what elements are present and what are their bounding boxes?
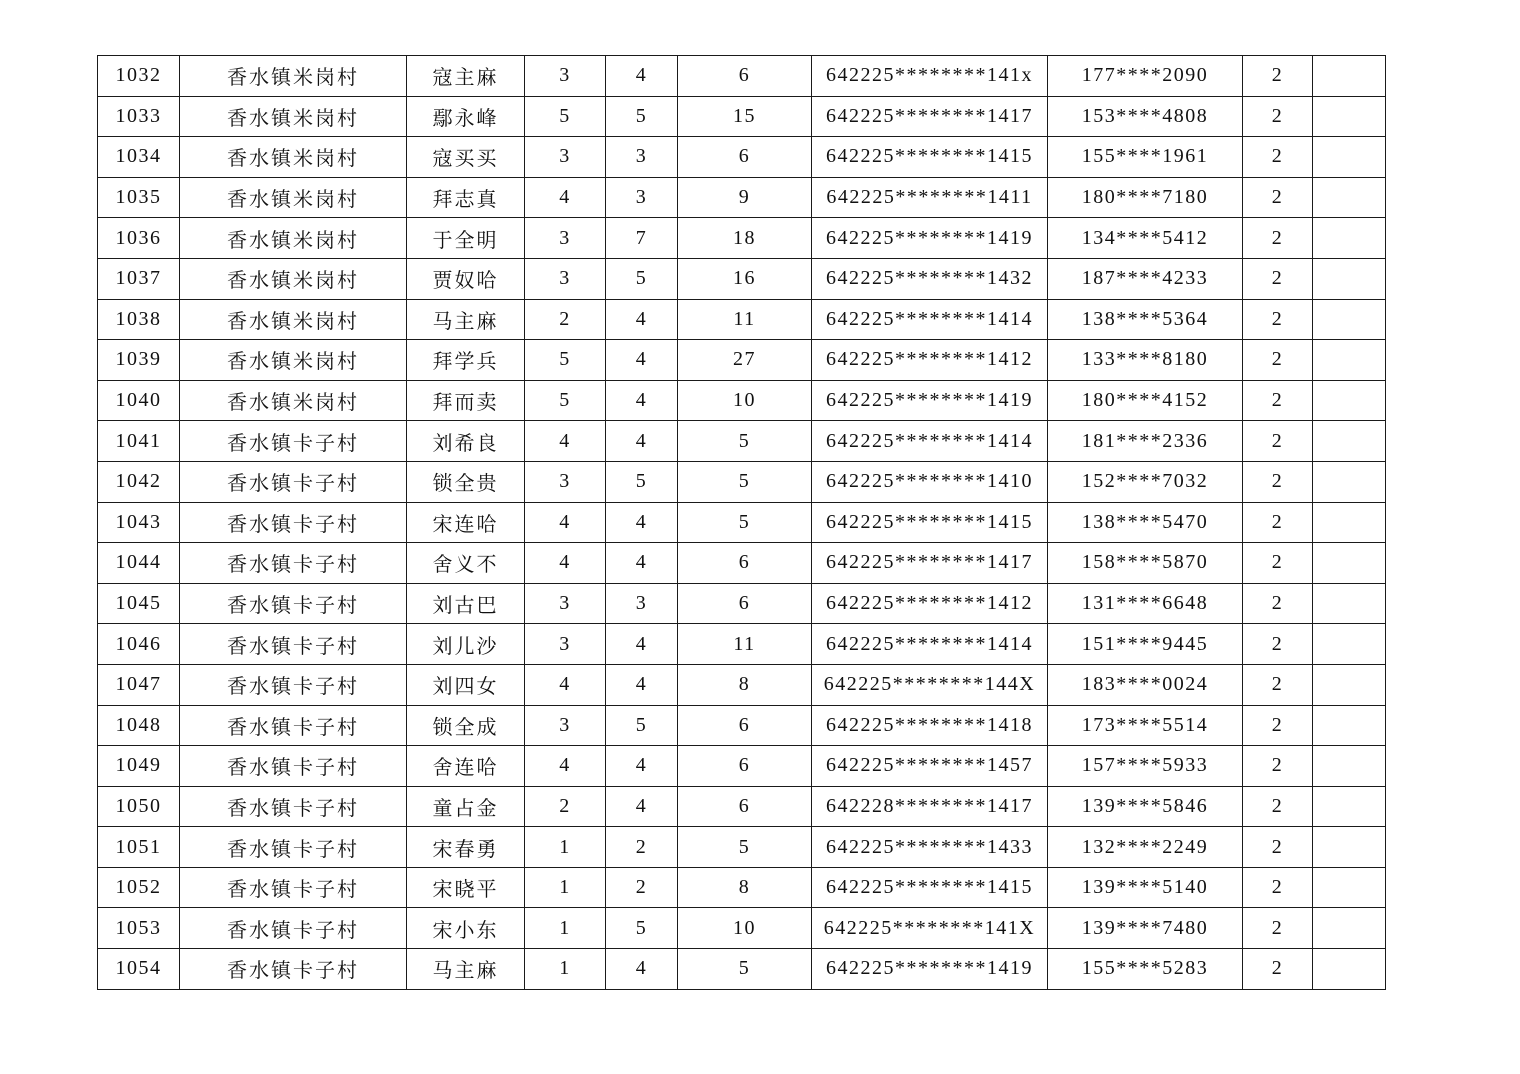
village-cell: 香水镇卡子村 [180, 461, 407, 502]
village-cell: 香水镇米岗村 [180, 177, 407, 218]
village-cell: 香水镇卡子村 [180, 705, 407, 746]
remark-cell [1313, 421, 1386, 462]
count-c-cell: 6 [678, 543, 812, 584]
category-cell: 2 [1243, 461, 1313, 502]
category-cell: 2 [1243, 786, 1313, 827]
name-cell: 童占金 [407, 786, 525, 827]
row-number-cell: 1032 [98, 56, 180, 97]
table-row [98, 543, 1386, 584]
row-number-cell: 1038 [98, 299, 180, 340]
name-cell: 马主麻 [407, 299, 525, 340]
village-cell: 香水镇米岗村 [180, 340, 407, 381]
count-a-cell: 3 [525, 583, 606, 624]
id-number-cell: 642225********141X [812, 908, 1048, 949]
category-cell: 2 [1243, 949, 1313, 990]
phone-cell: 139****5846 [1048, 786, 1243, 827]
count-a-cell: 5 [525, 96, 606, 137]
remark-cell [1313, 137, 1386, 178]
id-number-cell: 642225********1419 [812, 218, 1048, 259]
count-a-cell: 4 [525, 177, 606, 218]
table-row [98, 340, 1386, 381]
remark-cell [1313, 827, 1386, 868]
id-number-cell: 642225********1417 [812, 96, 1048, 137]
category-cell: 2 [1243, 380, 1313, 421]
table-row [98, 949, 1386, 990]
count-c-cell: 6 [678, 705, 812, 746]
phone-cell: 173****5514 [1048, 705, 1243, 746]
count-b-cell: 4 [606, 380, 678, 421]
count-b-cell: 4 [606, 299, 678, 340]
category-cell: 2 [1243, 664, 1313, 705]
count-a-cell: 5 [525, 380, 606, 421]
category-cell: 2 [1243, 96, 1313, 137]
remark-cell [1313, 96, 1386, 137]
table-row [98, 218, 1386, 259]
count-c-cell: 15 [678, 96, 812, 137]
category-cell: 2 [1243, 867, 1313, 908]
table-row [98, 786, 1386, 827]
count-b-cell: 3 [606, 177, 678, 218]
table-row [98, 583, 1386, 624]
row-number-cell: 1049 [98, 746, 180, 787]
row-number-cell: 1053 [98, 908, 180, 949]
row-number-cell: 1054 [98, 949, 180, 990]
phone-cell: 180****4152 [1048, 380, 1243, 421]
id-number-cell: 642225********1418 [812, 705, 1048, 746]
name-cell: 刘希良 [407, 421, 525, 462]
count-c-cell: 5 [678, 949, 812, 990]
count-a-cell: 3 [525, 56, 606, 97]
count-b-cell: 5 [606, 461, 678, 502]
id-number-cell: 642225********1411 [812, 177, 1048, 218]
category-cell: 2 [1243, 827, 1313, 868]
name-cell: 寇主麻 [407, 56, 525, 97]
count-c-cell: 10 [678, 380, 812, 421]
village-cell: 香水镇卡子村 [180, 543, 407, 584]
count-c-cell: 18 [678, 218, 812, 259]
table-row [98, 96, 1386, 137]
count-b-cell: 4 [606, 786, 678, 827]
name-cell: 宋春勇 [407, 827, 525, 868]
id-number-cell: 642225********1414 [812, 299, 1048, 340]
table-row [98, 137, 1386, 178]
count-b-cell: 4 [606, 421, 678, 462]
name-cell: 刘四女 [407, 664, 525, 705]
remark-cell [1313, 908, 1386, 949]
remark-cell [1313, 867, 1386, 908]
id-number-cell: 642225********1412 [812, 340, 1048, 381]
row-number-cell: 1046 [98, 624, 180, 665]
name-cell: 锁全贵 [407, 461, 525, 502]
phone-cell: 158****5870 [1048, 543, 1243, 584]
count-b-cell: 4 [606, 746, 678, 787]
table-row [98, 421, 1386, 462]
category-cell: 2 [1243, 908, 1313, 949]
count-a-cell: 1 [525, 867, 606, 908]
village-cell: 香水镇米岗村 [180, 137, 407, 178]
remark-cell [1313, 299, 1386, 340]
remark-cell [1313, 461, 1386, 502]
village-cell: 香水镇卡子村 [180, 786, 407, 827]
row-number-cell: 1037 [98, 258, 180, 299]
count-a-cell: 3 [525, 137, 606, 178]
category-cell: 2 [1243, 56, 1313, 97]
id-number-cell: 642225********1419 [812, 949, 1048, 990]
count-c-cell: 8 [678, 867, 812, 908]
count-b-cell: 2 [606, 827, 678, 868]
count-a-cell: 2 [525, 786, 606, 827]
count-c-cell: 6 [678, 56, 812, 97]
table-row [98, 867, 1386, 908]
category-cell: 2 [1243, 624, 1313, 665]
row-number-cell: 1036 [98, 218, 180, 259]
remark-cell [1313, 786, 1386, 827]
remark-cell [1313, 218, 1386, 259]
name-cell: 马主麻 [407, 949, 525, 990]
phone-cell: 177****2090 [1048, 56, 1243, 97]
row-number-cell: 1045 [98, 583, 180, 624]
count-b-cell: 4 [606, 664, 678, 705]
remark-cell [1313, 543, 1386, 584]
name-cell: 舍连哈 [407, 746, 525, 787]
table-row [98, 502, 1386, 543]
category-cell: 2 [1243, 137, 1313, 178]
category-cell: 2 [1243, 258, 1313, 299]
table-row [98, 380, 1386, 421]
id-number-cell: 642225********1415 [812, 137, 1048, 178]
category-cell: 2 [1243, 543, 1313, 584]
name-cell: 贾奴哈 [407, 258, 525, 299]
phone-cell: 138****5470 [1048, 502, 1243, 543]
phone-cell: 152****7032 [1048, 461, 1243, 502]
remark-cell [1313, 56, 1386, 97]
row-number-cell: 1035 [98, 177, 180, 218]
count-c-cell: 27 [678, 340, 812, 381]
count-c-cell: 6 [678, 786, 812, 827]
id-number-cell: 642225********1414 [812, 624, 1048, 665]
village-cell: 香水镇米岗村 [180, 299, 407, 340]
count-a-cell: 3 [525, 218, 606, 259]
row-number-cell: 1043 [98, 502, 180, 543]
category-cell: 2 [1243, 421, 1313, 462]
count-c-cell: 5 [678, 502, 812, 543]
count-a-cell: 1 [525, 908, 606, 949]
name-cell: 刘儿沙 [407, 624, 525, 665]
category-cell: 2 [1243, 218, 1313, 259]
name-cell: 锁全成 [407, 705, 525, 746]
count-b-cell: 5 [606, 258, 678, 299]
name-cell: 舍义不 [407, 543, 525, 584]
table-row [98, 56, 1386, 97]
count-c-cell: 9 [678, 177, 812, 218]
table-row [98, 299, 1386, 340]
phone-cell: 133****8180 [1048, 340, 1243, 381]
village-cell: 香水镇米岗村 [180, 218, 407, 259]
phone-cell: 155****5283 [1048, 949, 1243, 990]
name-cell: 鄢永峰 [407, 96, 525, 137]
row-number-cell: 1042 [98, 461, 180, 502]
row-number-cell: 1033 [98, 96, 180, 137]
row-number-cell: 1048 [98, 705, 180, 746]
remark-cell [1313, 258, 1386, 299]
count-a-cell: 1 [525, 827, 606, 868]
remark-cell [1313, 746, 1386, 787]
count-c-cell: 16 [678, 258, 812, 299]
row-number-cell: 1039 [98, 340, 180, 381]
village-cell: 香水镇米岗村 [180, 56, 407, 97]
count-b-cell: 2 [606, 867, 678, 908]
phone-cell: 183****0024 [1048, 664, 1243, 705]
village-cell: 香水镇卡子村 [180, 949, 407, 990]
id-number-cell: 642228********1417 [812, 786, 1048, 827]
village-cell: 香水镇卡子村 [180, 583, 407, 624]
table-row [98, 664, 1386, 705]
phone-cell: 153****4808 [1048, 96, 1243, 137]
id-number-cell: 642225********141x [812, 56, 1048, 97]
count-a-cell: 1 [525, 949, 606, 990]
count-b-cell: 3 [606, 137, 678, 178]
row-number-cell: 1052 [98, 867, 180, 908]
row-number-cell: 1044 [98, 543, 180, 584]
row-number-cell: 1050 [98, 786, 180, 827]
count-b-cell: 4 [606, 624, 678, 665]
village-cell: 香水镇卡子村 [180, 664, 407, 705]
remark-cell [1313, 340, 1386, 381]
category-cell: 2 [1243, 705, 1313, 746]
remark-cell [1313, 664, 1386, 705]
id-number-cell: 642225********1412 [812, 583, 1048, 624]
name-cell: 宋晓平 [407, 867, 525, 908]
count-a-cell: 2 [525, 299, 606, 340]
name-cell: 刘古巴 [407, 583, 525, 624]
name-cell: 拜学兵 [407, 340, 525, 381]
phone-cell: 131****6648 [1048, 583, 1243, 624]
village-cell: 香水镇卡子村 [180, 746, 407, 787]
phone-cell: 187****4233 [1048, 258, 1243, 299]
remark-cell [1313, 705, 1386, 746]
roster-table [97, 55, 1386, 990]
table-row [98, 908, 1386, 949]
count-c-cell: 6 [678, 137, 812, 178]
count-a-cell: 3 [525, 705, 606, 746]
table-row [98, 624, 1386, 665]
count-b-cell: 4 [606, 543, 678, 584]
village-cell: 香水镇卡子村 [180, 421, 407, 462]
id-number-cell: 642225********1410 [812, 461, 1048, 502]
count-a-cell: 3 [525, 461, 606, 502]
category-cell: 2 [1243, 340, 1313, 381]
category-cell: 2 [1243, 502, 1313, 543]
id-number-cell: 642225********1414 [812, 421, 1048, 462]
count-b-cell: 4 [606, 56, 678, 97]
name-cell: 于全明 [407, 218, 525, 259]
count-a-cell: 4 [525, 543, 606, 584]
count-c-cell: 10 [678, 908, 812, 949]
remark-cell [1313, 502, 1386, 543]
count-a-cell: 5 [525, 340, 606, 381]
remark-cell [1313, 177, 1386, 218]
remark-cell [1313, 583, 1386, 624]
category-cell: 2 [1243, 177, 1313, 218]
table-row [98, 258, 1386, 299]
count-c-cell: 5 [678, 421, 812, 462]
id-number-cell: 642225********1457 [812, 746, 1048, 787]
count-b-cell: 5 [606, 908, 678, 949]
name-cell: 宋连哈 [407, 502, 525, 543]
count-a-cell: 3 [525, 258, 606, 299]
id-number-cell: 642225********1415 [812, 867, 1048, 908]
id-number-cell: 642225********1433 [812, 827, 1048, 868]
village-cell: 香水镇卡子村 [180, 867, 407, 908]
remark-cell [1313, 380, 1386, 421]
count-b-cell: 3 [606, 583, 678, 624]
count-c-cell: 11 [678, 624, 812, 665]
id-number-cell: 642225********144X [812, 664, 1048, 705]
table-body [98, 56, 1386, 990]
village-cell: 香水镇米岗村 [180, 380, 407, 421]
count-c-cell: 6 [678, 583, 812, 624]
count-b-cell: 5 [606, 96, 678, 137]
count-c-cell: 5 [678, 827, 812, 868]
row-number-cell: 1047 [98, 664, 180, 705]
remark-cell [1313, 949, 1386, 990]
count-b-cell: 7 [606, 218, 678, 259]
category-cell: 2 [1243, 746, 1313, 787]
phone-cell: 139****5140 [1048, 867, 1243, 908]
table-row [98, 746, 1386, 787]
count-b-cell: 4 [606, 502, 678, 543]
table-row [98, 177, 1386, 218]
id-number-cell: 642225********1417 [812, 543, 1048, 584]
name-cell: 宋小东 [407, 908, 525, 949]
count-a-cell: 4 [525, 421, 606, 462]
phone-cell: 138****5364 [1048, 299, 1243, 340]
village-cell: 香水镇卡子村 [180, 624, 407, 665]
phone-cell: 181****2336 [1048, 421, 1243, 462]
count-b-cell: 4 [606, 949, 678, 990]
village-cell: 香水镇米岗村 [180, 96, 407, 137]
count-b-cell: 5 [606, 705, 678, 746]
category-cell: 2 [1243, 299, 1313, 340]
id-number-cell: 642225********1419 [812, 380, 1048, 421]
table-row [98, 827, 1386, 868]
count-a-cell: 3 [525, 624, 606, 665]
id-number-cell: 642225********1415 [812, 502, 1048, 543]
row-number-cell: 1041 [98, 421, 180, 462]
phone-cell: 134****5412 [1048, 218, 1243, 259]
phone-cell: 151****9445 [1048, 624, 1243, 665]
count-c-cell: 5 [678, 461, 812, 502]
name-cell: 拜志真 [407, 177, 525, 218]
name-cell: 寇买买 [407, 137, 525, 178]
count-c-cell: 6 [678, 746, 812, 787]
table-row [98, 705, 1386, 746]
phone-cell: 139****7480 [1048, 908, 1243, 949]
row-number-cell: 1051 [98, 827, 180, 868]
phone-cell: 157****5933 [1048, 746, 1243, 787]
row-number-cell: 1034 [98, 137, 180, 178]
count-c-cell: 11 [678, 299, 812, 340]
village-cell: 香水镇卡子村 [180, 502, 407, 543]
count-a-cell: 4 [525, 746, 606, 787]
phone-cell: 155****1961 [1048, 137, 1243, 178]
category-cell: 2 [1243, 583, 1313, 624]
count-b-cell: 4 [606, 340, 678, 381]
village-cell: 香水镇卡子村 [180, 908, 407, 949]
village-cell: 香水镇米岗村 [180, 258, 407, 299]
id-number-cell: 642225********1432 [812, 258, 1048, 299]
remark-cell [1313, 624, 1386, 665]
village-cell: 香水镇卡子村 [180, 827, 407, 868]
row-number-cell: 1040 [98, 380, 180, 421]
phone-cell: 132****2249 [1048, 827, 1243, 868]
name-cell: 拜而卖 [407, 380, 525, 421]
phone-cell: 180****7180 [1048, 177, 1243, 218]
count-a-cell: 4 [525, 664, 606, 705]
count-c-cell: 8 [678, 664, 812, 705]
count-a-cell: 4 [525, 502, 606, 543]
table-row [98, 461, 1386, 502]
